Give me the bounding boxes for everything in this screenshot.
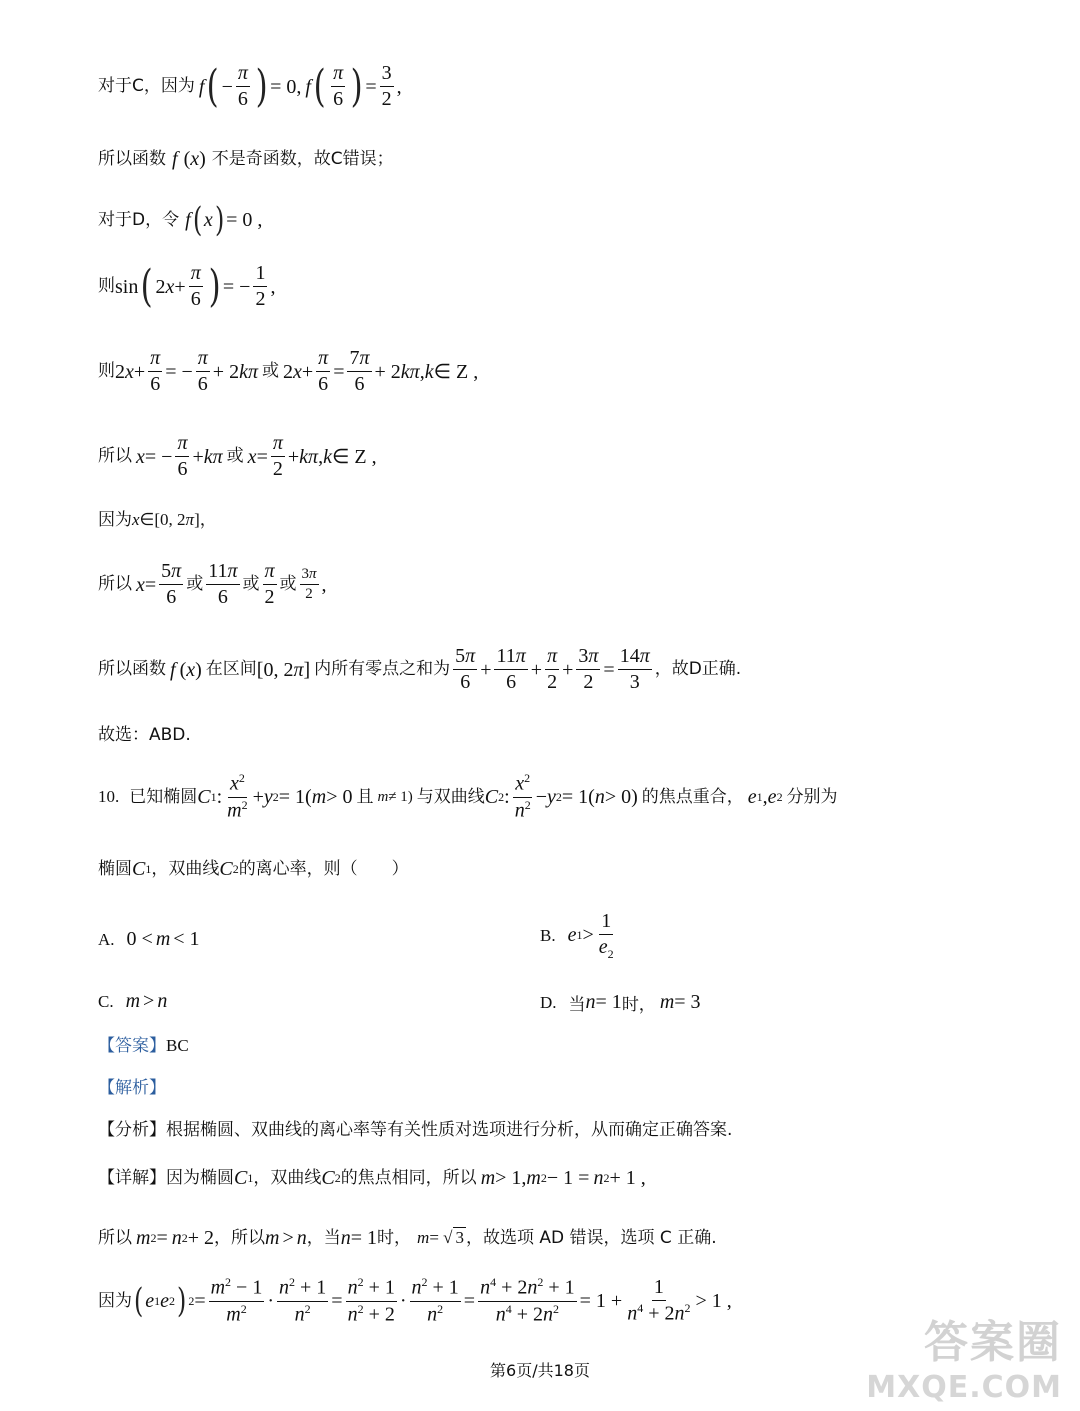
- text: ，当: [306, 1227, 341, 1248]
- option-d: D. 当 n = 1 时， m = 3: [540, 991, 701, 1015]
- option-label: C.: [98, 991, 114, 1011]
- ecc-product-line: 因为 ( e 1 e 2 ) 2 = $\frac{m^2 - 1}{m^2}$ · $\frac{n^2 + 1}{n^2}$ = $\frac{n^2 + 1}{n^2 + 2}$ · $\frac{n^2 + 1}{n^2}$ = $\frac{n^4 + 2n^2 + 1}{n^4 + 2n^2}$ = 1 + $\frac{1}{n^4 + 2n^2}$ > 1 ,: [98, 1275, 732, 1326]
- text: ，所以: [214, 1227, 266, 1248]
- text: ，双曲线: [151, 858, 220, 879]
- fenxi-tag: 【分析】: [98, 1120, 166, 1140]
- text: 的离心率，则（ ）: [238, 858, 409, 879]
- option-c: C. m > n: [98, 990, 168, 1012]
- text: 不是奇函数，故C错误；: [211, 148, 394, 169]
- text: 对于D，令: [98, 209, 180, 230]
- option-label: D.: [540, 992, 557, 1012]
- text: 因为: [98, 510, 132, 530]
- text: 分别为: [786, 786, 838, 807]
- text: 的焦点相同，所以: [340, 1167, 477, 1188]
- line-c-check: 对于C，因为 f ( − $\frac{\pi}{6}$ ) = 0, f ( $\frac{\pi}{6}$ ) = $\frac{3}{2}$ ,: [98, 60, 402, 112]
- text: 所以: [98, 574, 132, 595]
- watermark: [866, 1306, 1062, 1405]
- text: 或: [242, 574, 260, 595]
- text: 且: [356, 786, 374, 807]
- watermark-url: MXQE.COM: [866, 1370, 1062, 1405]
- option-label: B.: [540, 925, 556, 945]
- answer-tag: 【答案】: [98, 1036, 166, 1056]
- xiangjie-line: 【详解】 因为椭圆 C 1 ，双曲线 C 2 的焦点相同，所以 m > 1, m 2 − 1 = n 2 + 1 ,: [98, 1167, 646, 1189]
- question-stem-2: 椭圆 C 1 ，双曲线 C 2 的离心率，则（ ）: [98, 858, 409, 880]
- text: 内所有零点之和为: [314, 659, 451, 680]
- text: 或: [186, 574, 204, 595]
- text: 的焦点重合，: [641, 786, 744, 807]
- watermark-logo-text: 答案圈: [924, 1317, 1062, 1368]
- text: 所以: [98, 1227, 132, 1248]
- option-b: B. e 1 > $\frac{1}{e_2}$: [540, 910, 614, 961]
- text: 或: [261, 361, 279, 382]
- text: 所以函数: [98, 659, 166, 680]
- text: 故选：ABD.: [98, 725, 191, 745]
- xiangjie-tag: 【详解】: [98, 1167, 166, 1188]
- text: 或: [279, 574, 297, 595]
- analysis-heading: [98, 1078, 166, 1098]
- line-d-check: 对于D，令 f ( x ) = 0 ,: [98, 200, 263, 240]
- text: ，双曲线: [253, 1167, 322, 1188]
- fenxi-line: [98, 1120, 732, 1140]
- text: 当: [568, 995, 586, 1015]
- text: 或: [226, 446, 244, 467]
- text: 因为: [98, 1290, 132, 1311]
- line-x-values: 所以 x = − $\frac{\pi}{6}$ + kπ 或 x = $\frac{\pi}{2}$ + kπ , k ∈ Z ,: [98, 432, 377, 480]
- line-sum: 所以函数 f ( x ) 在区间 [0, 2 π ] 内所有零点之和为 $\frac{5\pi}{6}$ + $\frac{11\pi}{6}$ + $\frac{\pi}{2}$ + $\frac{3\pi}{2}$ = $\frac{14\pi}{3}$ ，故D正确.: [98, 645, 742, 693]
- result-line: 所以 m 2 = n 2 + 2 ，所以 m > n ，当 n = 1 时， m = √ 3 ，故选项 AD 错误，选项 C 正确.: [98, 1227, 717, 1249]
- question-number: 10.: [98, 786, 120, 806]
- text: 则: [98, 276, 115, 297]
- answer-value: BC: [166, 1036, 189, 1055]
- option-label: A.: [98, 929, 115, 949]
- page-footer: 第6页/共18页: [490, 1361, 590, 1380]
- fenxi-text: 根据椭圆、双曲线的离心率等有关性质对选项进行分析，从而确定正确答案.: [166, 1120, 733, 1140]
- line-roots: 所以 x = $\frac{5\pi}{6}$ 或 $\frac{11\pi}{6}$ 或 $\frac{\pi}{2}$ 或 $\frac{3\pi}{2}$ ,: [98, 560, 327, 608]
- line-solve: 则 2 x + $\frac{\pi}{6}$ = − $\frac{\pi}{6}$ + 2 kπ 或 2 x + $\frac{\pi}{6}$ = $\frac{7\pi}{6}$ + 2 kπ , k ∈ Z ,: [98, 347, 479, 395]
- text: 则: [98, 361, 115, 382]
- text: 因为椭圆: [166, 1167, 234, 1188]
- analysis-tag: 【解析】: [98, 1078, 166, 1098]
- text: 所以函数: [98, 148, 166, 169]
- answer-line: [98, 1036, 189, 1056]
- line-choose: [98, 725, 191, 745]
- line-not-odd: 所以函数 f ( x ) 不是奇函数，故C错误；: [98, 148, 394, 170]
- line-sin: 则 sin ( 2 x + $\frac{\pi}{6}$ ) = − $\frac{1}{2}$ ,: [98, 260, 276, 312]
- text: 对于C，因为: [98, 76, 195, 97]
- text: ，故D正确.: [654, 659, 742, 680]
- text: 在区间: [205, 659, 257, 680]
- text: 时，: [621, 995, 656, 1015]
- line-domain: 因为 x ∈[0, 2 π ] ，: [98, 510, 217, 530]
- text: 与双曲线: [416, 786, 485, 807]
- text: 所以: [98, 446, 132, 467]
- option-a: A. 0 < m < 1: [98, 928, 200, 950]
- text: 时，: [377, 1227, 412, 1248]
- text: 椭圆: [98, 858, 132, 879]
- text: 已知椭圆: [129, 786, 198, 807]
- question-stem: 10. 已知椭圆 C 1 : $\frac{x^2}{m^2}$ + y 2 = 1( m > 0 且 m ≠ 1) 与双曲线 C 2 : $\frac{x^2}{n^2}$ − y 2 = 1( n > 0) 的焦点重合， e 1 , e 2 分别为: [98, 771, 838, 822]
- text: ，故选项 AD 错误，选项 C 正确.: [465, 1227, 717, 1248]
